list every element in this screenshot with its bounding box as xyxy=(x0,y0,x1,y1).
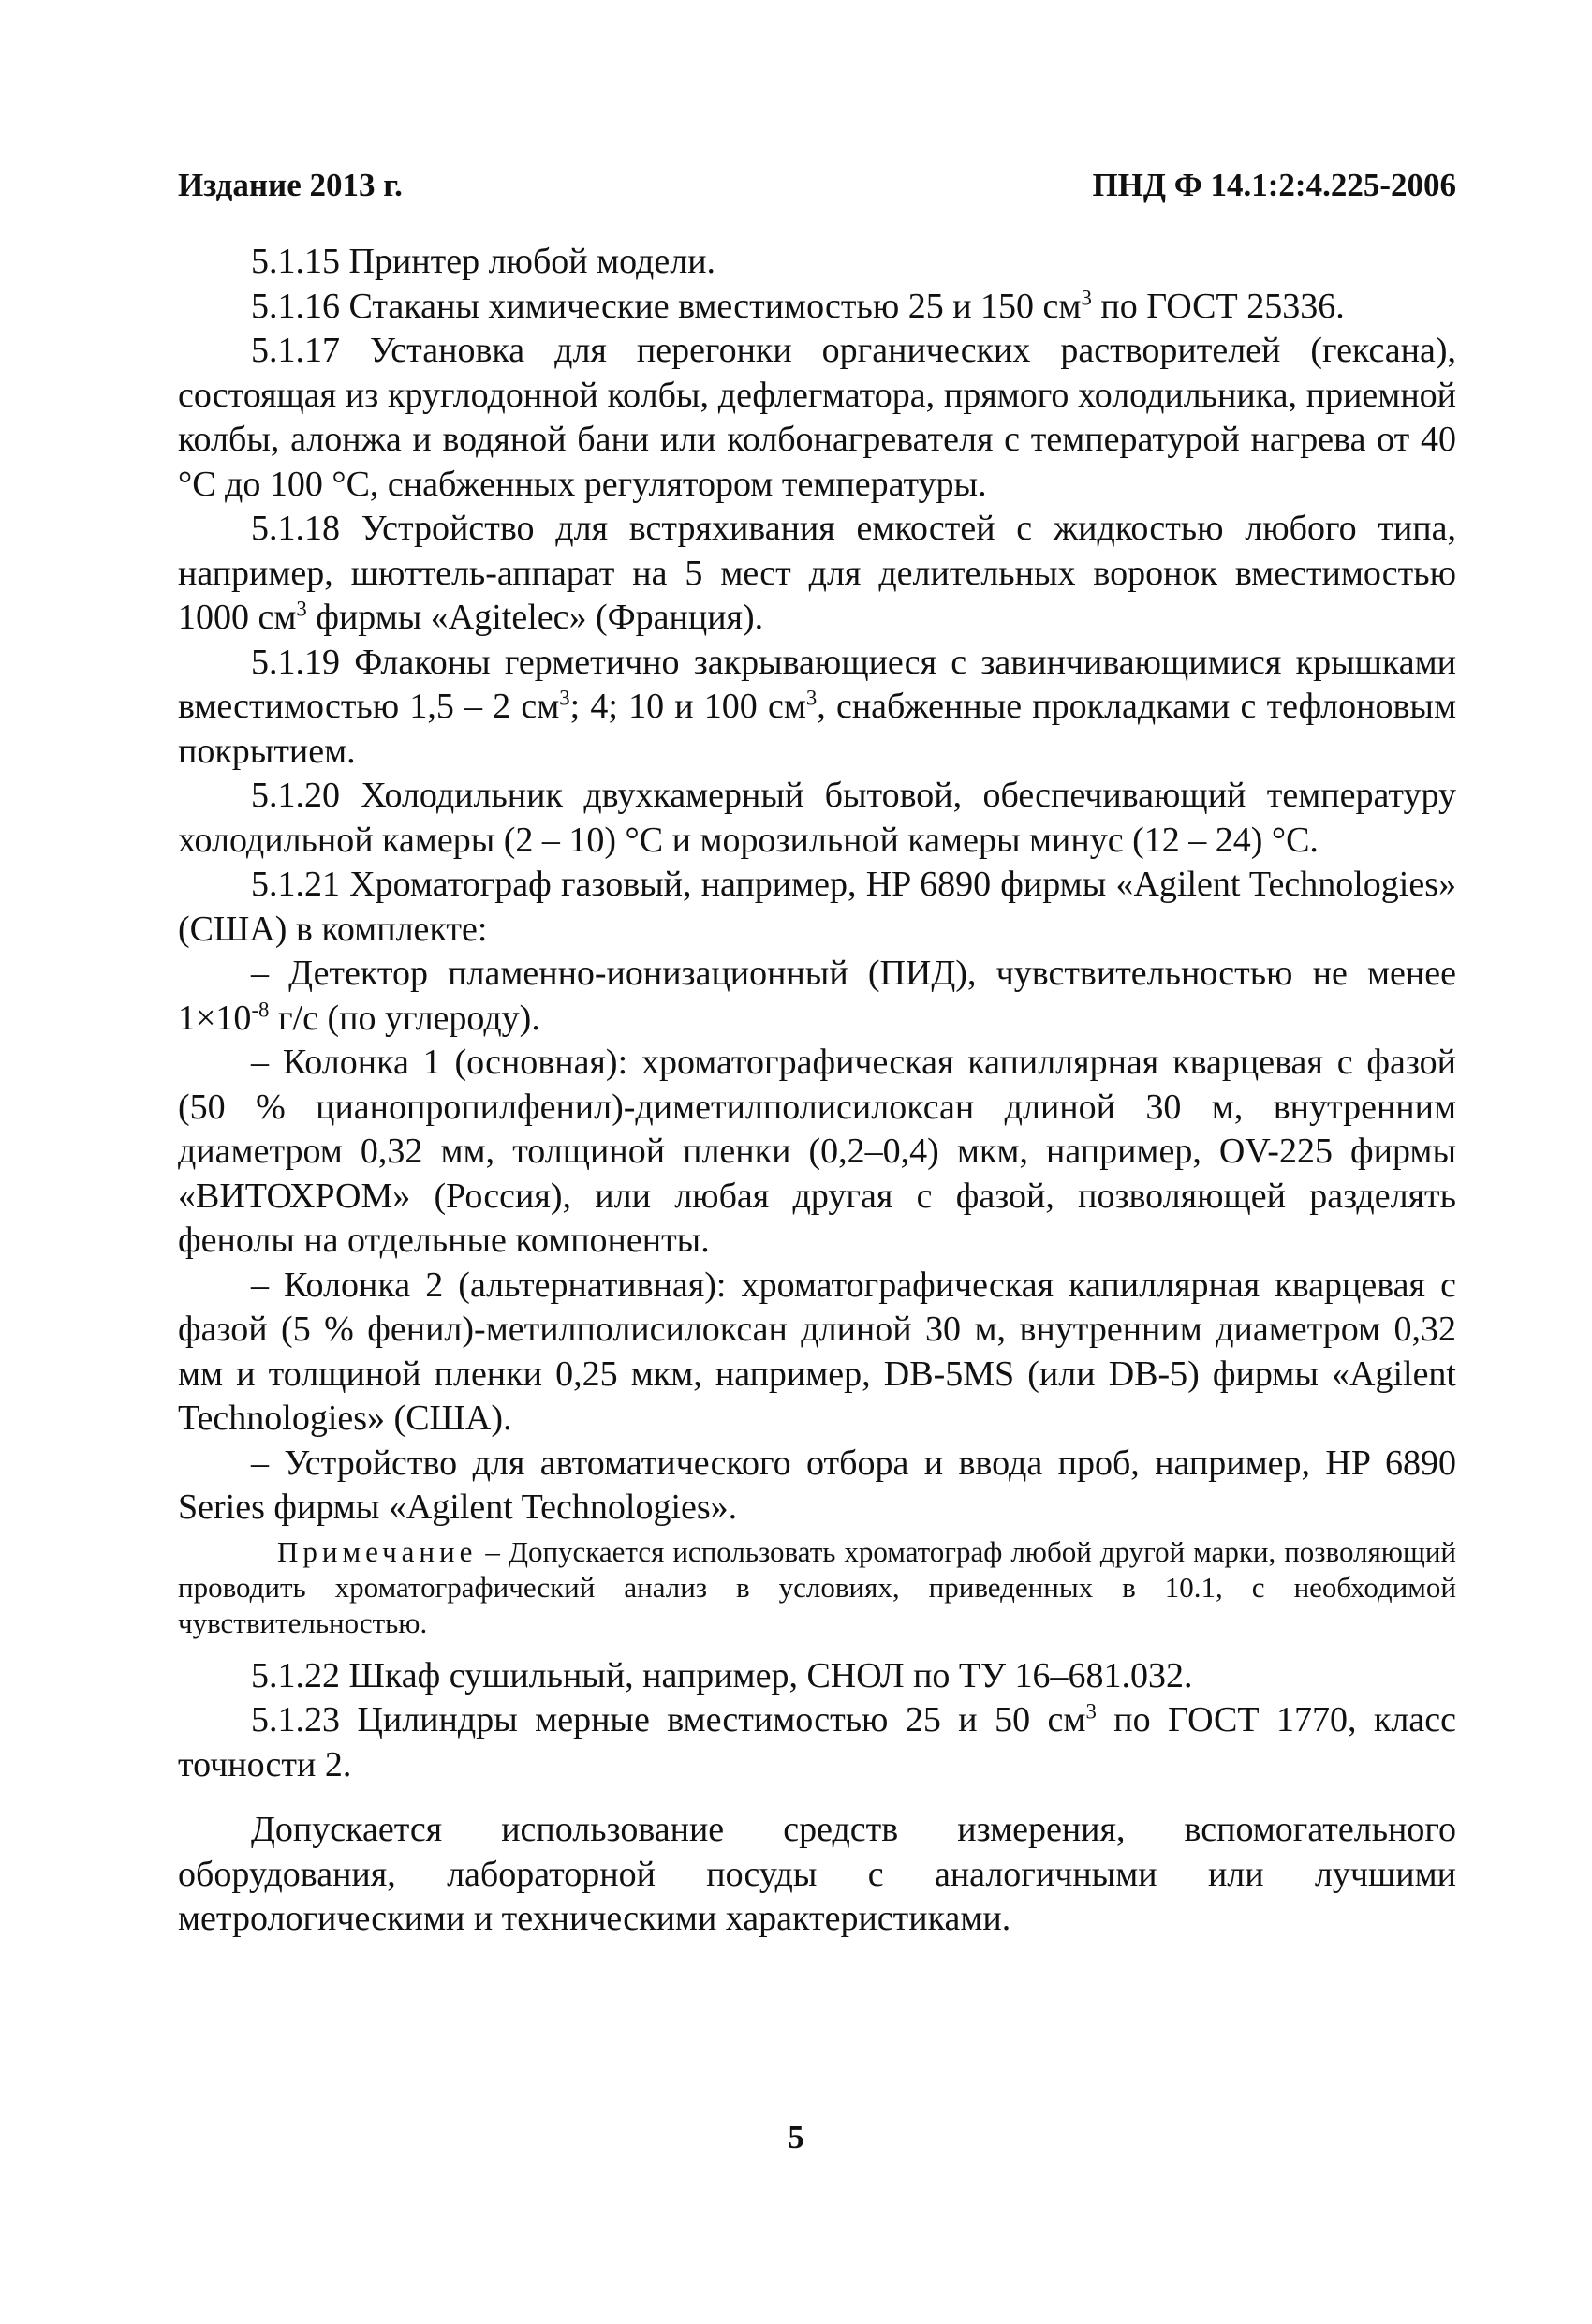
item-text: 5.1.23 Цилиндры мерные вместимостью 25 и 50 см xyxy=(251,1700,1086,1739)
document-code: ПНД Ф 14.1:2:4.225-2006 xyxy=(1092,167,1456,203)
item-5-1-15 xyxy=(178,240,1456,285)
item-text: 5.1.21 Хроматограф газовый, например, HP 6890 фирмы «Agilent Technologies» (США) в комплекте: xyxy=(178,865,1456,949)
note xyxy=(178,1534,1456,1641)
item-5-1-16 xyxy=(178,285,1456,330)
item-text: 5.1.18 Устройство для встряхивания емкостей с жидкостью любого типа, например, шюттель-аппарат на 5 мест для делительных воронок вместимостью 1000 см xyxy=(178,509,1456,637)
item-text: , снабженные прокладками с тефлоновым покрытием. xyxy=(178,687,1456,771)
edition-label: Издание 2013 г. xyxy=(178,167,403,203)
item-text: 5.1.16 Стаканы химические вместимостью 25 и 150 см xyxy=(251,286,1082,326)
item-5-1-19 xyxy=(178,641,1456,775)
component-column-2 xyxy=(178,1264,1456,1442)
item-text: ; 4; 10 и 100 см xyxy=(569,687,806,726)
item-text: фирмы «Agitelec» (Франция). xyxy=(306,598,764,637)
superscript: 3 xyxy=(1085,1699,1097,1724)
component-autosampler xyxy=(178,1442,1456,1531)
superscript: 3 xyxy=(296,597,307,621)
note-label: Примечание xyxy=(277,1534,478,1568)
closing-paragraph xyxy=(178,1808,1456,1942)
document-body xyxy=(178,240,1456,1942)
item-5-1-21 xyxy=(178,863,1456,952)
item-text: – Устройство для автоматического отбора и ввода проб, например, HP 6890 Series фирмы «Agilent Technologies». xyxy=(178,1443,1456,1527)
superscript: -8 xyxy=(251,997,270,1021)
item-5-1-20 xyxy=(178,774,1456,863)
item-text: по ГОСТ 25336. xyxy=(1091,286,1345,326)
note-text: – Допускается использовать хроматограф любой другой марки, позволяющий проводить хроматографический анализ в условиях, приведенных в 10.1, с необходимой чувствительностью. xyxy=(178,1534,1456,1639)
page-number: 5 xyxy=(788,2119,804,2155)
component-detector xyxy=(178,952,1456,1041)
superscript: 3 xyxy=(1081,285,1092,309)
item-text: 5.1.19 Флаконы герметично закрывающиеся с завинчивающимися крышками вместимостью 1,5 – 2 см xyxy=(178,642,1456,726)
superscript: 3 xyxy=(805,686,818,710)
item-text: Допускается использование средств измерения, вспомогательного оборудования, лабораторной посуды с аналогичными или лучшими метрологическими и техническими характеристиками. xyxy=(178,1810,1456,1938)
item-text: 5.1.22 Шкаф сушильный, например, СНОЛ по ТУ 16–681.032. xyxy=(251,1655,1193,1695)
component-column-1 xyxy=(178,1041,1456,1264)
item-text: – Детектор пламенно-ионизационный (ПИД), чувствительностью не менее 1×10 xyxy=(178,954,1456,1038)
item-text: г/с (по углероду). xyxy=(269,998,540,1038)
item-5-1-22 xyxy=(178,1654,1456,1699)
item-5-1-17 xyxy=(178,329,1456,507)
item-text: 5.1.15 Принтер любой модели. xyxy=(251,242,716,281)
item-text: – Колонка 2 (альтернативная): хроматографическая капиллярная кварцевая с фазой (5 % фенил)-метилполисилоксан длиной 30 м, внутренним диаметром 0,32 мм и толщиной пленки 0,25 мкм, например, DB-5MS (или DB-5) фирмы «Agilent Technologies» (США). xyxy=(178,1265,1456,1438)
item-text: по ГОСТ 1770, класс точности 2. xyxy=(178,1700,1456,1784)
page-header xyxy=(178,167,1456,214)
item-text: 5.1.20 Холодильник двухкамерный бытовой, обеспечивающий температуру холодильной камеры (2 – 10) °С и морозильной камеры минус (12 – 24) °С. xyxy=(178,776,1456,860)
superscript: 3 xyxy=(559,686,570,710)
item-5-1-18 xyxy=(178,507,1456,641)
item-text: 5.1.17 Установка для перегонки органических растворителей (гексана), состоящая из круглодонной колбы, дефлегматора, прямого холодильника, приемной колбы, алонжа и водяной бани или колбонагревателя с температурой нагрева от 40 °С до 100 °С, снабженных регулятором температуры. xyxy=(178,331,1456,504)
spacer xyxy=(178,1787,1456,1808)
item-5-1-23 xyxy=(178,1698,1456,1787)
item-text: – Колонка 1 (основная): хроматографическая капиллярная кварцевая с фазой (50 % цианопропилфенил)-диметилполисилоксан длиной 30 м, внутренним диаметром 0,32 мм, толщиной пленки (0,2–0,4) мкм, например, OV-225 фирмы «ВИТОХРОМ» (Россия), или любая другая с фазой, позволяющей разделять фенолы на отдельные компоненты. xyxy=(178,1043,1456,1260)
